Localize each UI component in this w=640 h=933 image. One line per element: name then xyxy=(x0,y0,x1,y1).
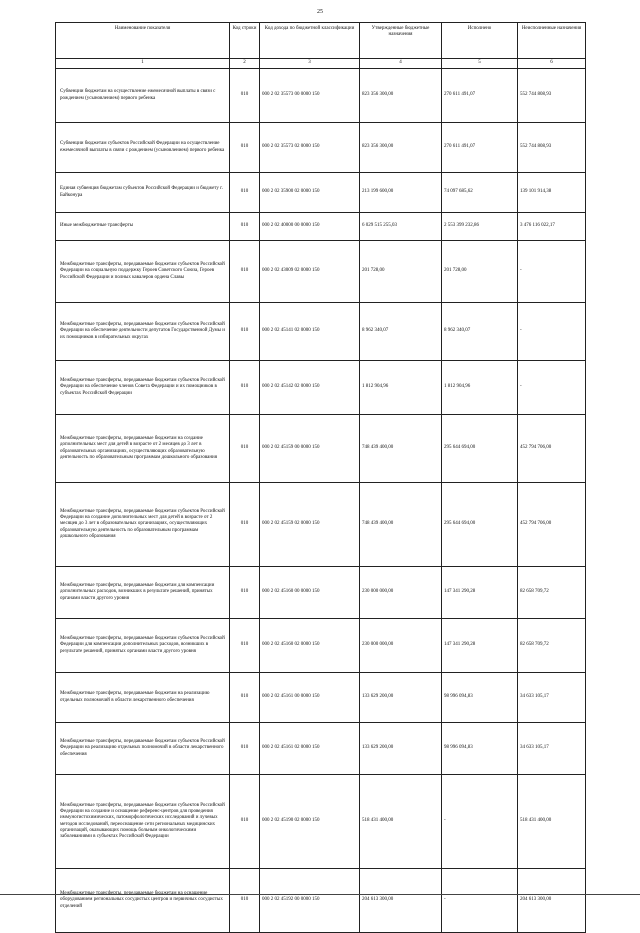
row-income-code: 000 2 02 45159 00 0000 150 xyxy=(260,415,360,483)
row-name: Межбюджетные трансферты, передаваемые бюджетам субъектов Российской Федерации на реализацию отдельных полномочий в области лекарственного обеспечения xyxy=(56,723,230,775)
row-unexecuted: 82 658 709,72 xyxy=(518,567,586,619)
column-number: 2 xyxy=(230,59,260,69)
row-approved: 823 356 300,00 xyxy=(360,69,442,123)
row-income-code: 000 2 02 45161 02 0000 150 xyxy=(260,723,360,775)
row-unexecuted: 452 794 706,00 xyxy=(518,483,586,567)
row-approved: 823 356 300,00 xyxy=(360,123,442,173)
row-approved: 204 613 300,00 xyxy=(360,869,442,933)
row-unexecuted: 82 658 709,72 xyxy=(518,619,586,673)
header-approved: Утвержденные бюджетные назначения xyxy=(360,23,442,59)
row-name: Межбюджетные трансферты, передаваемые бюджетам субъектов Российской Федерации на обеспечение членов Совета Федерации и их помощников в субъектах Российской Федерации xyxy=(56,361,230,415)
row-executed: 98 996 094,83 xyxy=(442,723,518,775)
row-unexecuted: 34 633 105,17 xyxy=(518,673,586,723)
row-unexecuted: 552 744 808,93 xyxy=(518,123,586,173)
table-row xyxy=(56,775,586,869)
row-income-code: 000 2 02 45190 02 0000 150 xyxy=(260,775,360,869)
row-unexecuted: 204 613 300,00 xyxy=(518,869,586,933)
row-executed: 201 728,00 xyxy=(442,241,518,303)
budget-execution-table xyxy=(55,22,586,933)
row-approved: 748 439 400,00 xyxy=(360,483,442,567)
row-approved: 133 629 200,00 xyxy=(360,723,442,775)
table-row xyxy=(56,415,586,483)
row-approved: 8 962 340,07 xyxy=(360,303,442,361)
header-income-code: Код дохода по бюджетной классификации xyxy=(260,23,360,59)
row-income-code: 000 2 02 45159 02 0000 150 xyxy=(260,483,360,567)
row-executed: 270 611 491,07 xyxy=(442,69,518,123)
row-executed: 295 644 694,00 xyxy=(442,415,518,483)
column-number: 5 xyxy=(442,59,518,69)
row-name: Межбюджетные трансферты, передаваемые бюджетам субъектов Российской Федерации для компенсации дополнительных расходов, возникших в результате решений, принятых органами власти другого уровня xyxy=(56,619,230,673)
row-unexecuted: - xyxy=(518,303,586,361)
row-executed: 147 341 290,28 xyxy=(442,567,518,619)
header-row xyxy=(56,23,586,59)
row-unexecuted: 3 476 116 022,17 xyxy=(518,213,586,241)
row-executed: 98 996 094,83 xyxy=(442,673,518,723)
table-row xyxy=(56,567,586,619)
row-income-code: 000 2 02 35573 00 0000 150 xyxy=(260,69,360,123)
row-line-code: 010 xyxy=(230,69,260,123)
column-number: 6 xyxy=(518,59,586,69)
row-line-code: 010 xyxy=(230,567,260,619)
row-name: Межбюджетные трансферты, передаваемые бюджетам субъектов Российской Федерации на создание и оснащение референс-центров для проведения иммуногистохимических, патоморфологических исследований и лучевых методов исследований, переоснащение сети региональных медицинских организаций, оказывающих помощь больным онкологическими заболеваниями в субъектах Российской Федерации xyxy=(56,775,230,869)
row-line-code: 010 xyxy=(230,483,260,567)
row-executed: 295 644 694,00 xyxy=(442,483,518,567)
row-income-code: 000 2 02 43009 02 0000 150 xyxy=(260,241,360,303)
row-line-code: 010 xyxy=(230,619,260,673)
row-approved: 748 439 400,00 xyxy=(360,415,442,483)
row-name: Межбюджетные трансферты, передаваемые бюджетам на создание дополнительных мест для детей в возрасте от 2 месяцев до 3 лет в образовательных организациях, осуществляющих образовательную деятельность по образовательным программам дошкольного образования xyxy=(56,415,230,483)
row-name: Межбюджетные трансферты, передаваемые бюджетам на реализацию отдельных полномочий в области лекарственного обеспечения xyxy=(56,673,230,723)
row-approved: 518 431 400,00 xyxy=(360,775,442,869)
table-row xyxy=(56,361,586,415)
row-executed: 270 611 491,07 xyxy=(442,123,518,173)
row-approved: 1 812 904,96 xyxy=(360,361,442,415)
bottom-rule xyxy=(0,894,640,895)
row-income-code: 000 2 02 45160 02 0000 150 xyxy=(260,619,360,673)
row-income-code: 000 2 02 45192 00 0000 150 xyxy=(260,869,360,933)
row-executed: 2 553 399 232,86 xyxy=(442,213,518,241)
row-line-code: 010 xyxy=(230,303,260,361)
row-unexecuted: - xyxy=(518,361,586,415)
row-name: Единая субвенция бюджетам субъектов Российской Федерации и бюджету г. Байконура xyxy=(56,173,230,213)
row-line-code: 010 xyxy=(230,673,260,723)
row-name: Межбюджетные трансферты, передаваемые бюджетам для компенсации дополнительных расходов, возникших в результате решений, принятых органами власти другого уровня xyxy=(56,567,230,619)
row-executed: 1 812 904,96 xyxy=(442,361,518,415)
row-line-code: 010 xyxy=(230,775,260,869)
row-approved: 201 728,00 xyxy=(360,241,442,303)
row-line-code: 010 xyxy=(230,361,260,415)
row-line-code: 010 xyxy=(230,241,260,303)
row-executed: 8 962 340,07 xyxy=(442,303,518,361)
row-income-code: 000 2 02 45160 00 0000 150 xyxy=(260,567,360,619)
column-number: 1 xyxy=(56,59,230,69)
row-name: Межбюджетные трансферты, передаваемые бюджетам субъектов Российской Федерации на обеспечение деятельности депутатов Государственной Думы и их помощников в избирательных округах xyxy=(56,303,230,361)
row-line-code: 010 xyxy=(230,723,260,775)
table-row xyxy=(56,123,586,173)
header-name: Наименование показателя xyxy=(56,23,230,59)
row-name: Субвенции бюджетам субъектов Российской Федерации на осуществление ежемесячной выплаты в связи с рождением (усыновлением) первого ребенка xyxy=(56,123,230,173)
row-line-code: 010 xyxy=(230,173,260,213)
row-unexecuted: 139 101 914,38 xyxy=(518,173,586,213)
row-income-code: 000 2 02 40000 00 0000 150 xyxy=(260,213,360,241)
row-line-code: 010 xyxy=(230,869,260,933)
header-unexecuted: Неисполненные назначения xyxy=(518,23,586,59)
row-unexecuted: 34 633 105,17 xyxy=(518,723,586,775)
column-number: 4 xyxy=(360,59,442,69)
table-row xyxy=(56,69,586,123)
row-income-code: 000 2 02 45142 02 0000 150 xyxy=(260,361,360,415)
row-unexecuted: 452 794 706,00 xyxy=(518,415,586,483)
table-row xyxy=(56,241,586,303)
row-income-code: 000 2 02 35573 02 0000 150 xyxy=(260,123,360,173)
row-income-code: 000 2 02 35900 02 0000 150 xyxy=(260,173,360,213)
row-name: Субвенции бюджетам на осуществление ежемесячной выплаты в связи с рождением (усыновлением) первого ребенка xyxy=(56,69,230,123)
row-income-code: 000 2 02 45141 02 0000 150 xyxy=(260,303,360,361)
header-line-code: Код строки xyxy=(230,23,260,59)
table-row xyxy=(56,619,586,673)
row-executed: - xyxy=(442,775,518,869)
table-row xyxy=(56,213,586,241)
row-unexecuted: - xyxy=(518,241,586,303)
row-name: Иные межбюджетные трансферты xyxy=(56,213,230,241)
page-number: 25 xyxy=(317,9,323,15)
table-row xyxy=(56,173,586,213)
row-name: Межбюджетные трансферты, передаваемые бюджетам на оснащение оборудованием региональных сосудистых центров и первичных сосудистых отделений xyxy=(56,869,230,933)
row-approved: 230 000 000,00 xyxy=(360,567,442,619)
row-executed: 147 341 290,28 xyxy=(442,619,518,673)
row-executed: 74 097 685,62 xyxy=(442,173,518,213)
row-name: Межбюджетные трансферты, передаваемые бюджетам субъектов Российской Федерации на создание дополнительных мест для детей в возрасте от 2 месяцев до 3 лет в образовательных организациях, осуществляющих образовательную деятельность по образовательным программам дошкольного образования xyxy=(56,483,230,567)
row-approved: 213 199 600,00 xyxy=(360,173,442,213)
row-approved: 133 629 200,00 xyxy=(360,673,442,723)
column-number-row xyxy=(56,59,586,69)
row-unexecuted: 552 744 808,93 xyxy=(518,69,586,123)
table-row xyxy=(56,673,586,723)
header-executed: Исполнено xyxy=(442,23,518,59)
table-row xyxy=(56,303,586,361)
row-approved: 6 029 515 255,03 xyxy=(360,213,442,241)
row-unexecuted: 518 431 400,00 xyxy=(518,775,586,869)
table-row xyxy=(56,723,586,775)
row-line-code: 010 xyxy=(230,123,260,173)
row-approved: 230 000 000,00 xyxy=(360,619,442,673)
table-row xyxy=(56,483,586,567)
row-income-code: 000 2 02 45161 00 0000 150 xyxy=(260,673,360,723)
table-row xyxy=(56,869,586,933)
row-name: Межбюджетные трансферты, передаваемые бюджетам субъектов Российской Федерации на социальную поддержку Героев Советского Союза, Героев Российской Федерации и полных кавалеров ордена Славы xyxy=(56,241,230,303)
row-line-code: 010 xyxy=(230,213,260,241)
row-executed: - xyxy=(442,869,518,933)
column-number: 3 xyxy=(260,59,360,69)
row-line-code: 010 xyxy=(230,415,260,483)
